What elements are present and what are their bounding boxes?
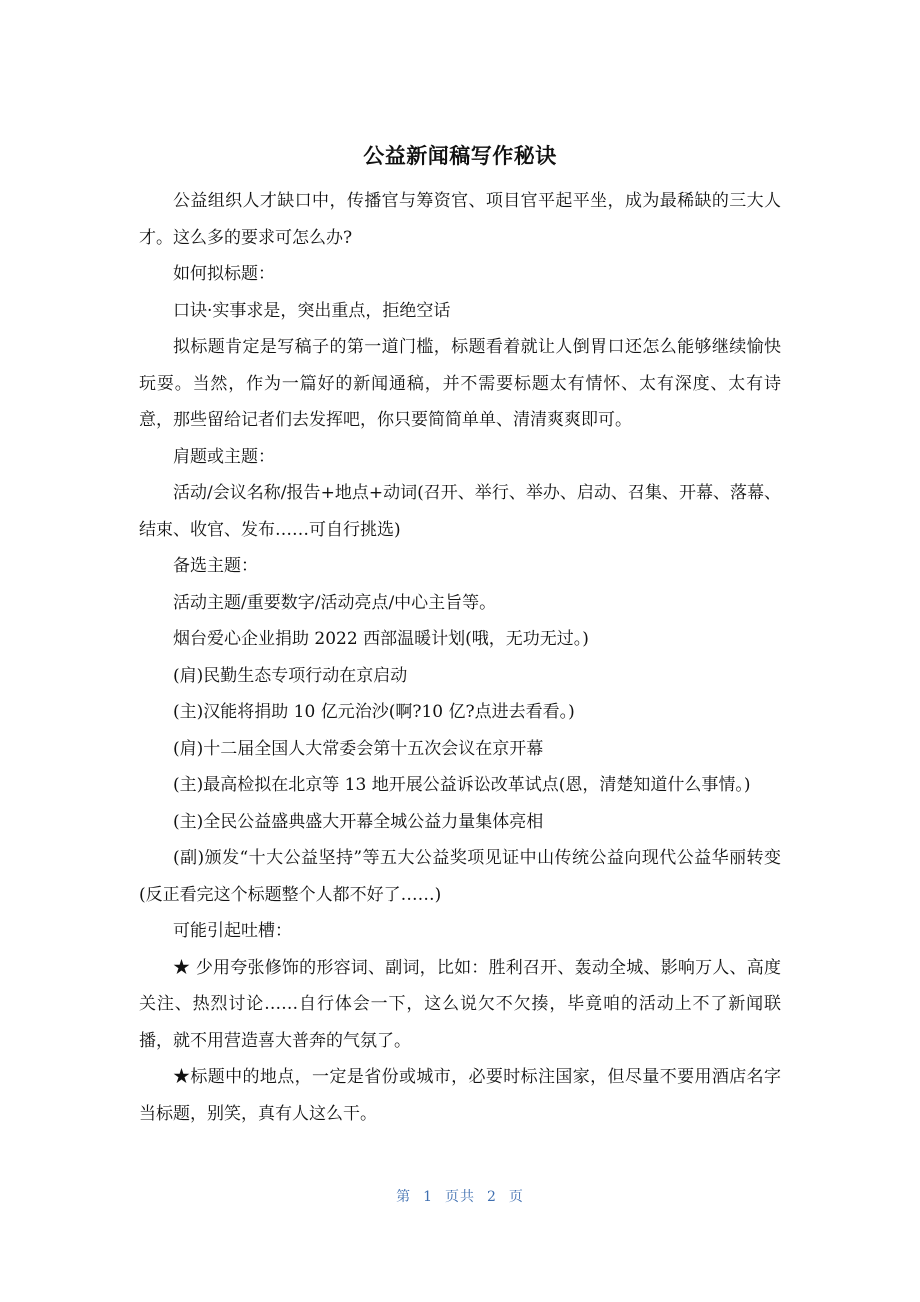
paragraph: 可能引起吐槽： — [173, 921, 292, 941]
footer-suffix: 页 — [508, 1189, 524, 1205]
document-body — [139, 183, 781, 1132]
current-page-number: 1 — [423, 1189, 433, 1205]
page-number-footer — [0, 1187, 920, 1207]
paragraph: (主)汉能将捐助 10 亿元治沙(啊?10 亿?点进去看看。) — [173, 702, 575, 722]
paragraph: ★标题中的地点，一定是省份或城市，必要时标注国家，但尽量不要用酒店名字当标题，别笑，真有人这么干。 — [139, 1067, 781, 1124]
paragraph: 活动主题/重要数字/活动亮点/中心主旨等。 — [173, 592, 497, 613]
paragraph: 备选主题： — [173, 556, 258, 576]
paragraph: 口诀·实事求是，突出重点，拒绝空话 — [173, 300, 451, 321]
paragraph: 肩题或主题： — [173, 446, 275, 467]
paragraph: 烟台爱心企业捐助 2022 西部温暖计划(哦，无功无过。) — [173, 629, 589, 649]
paragraph: (主)全民公益盛典盛大开幕全城公益力量集体亮相 — [173, 811, 544, 832]
footer-prefix: 第 — [396, 1189, 412, 1205]
paragraph: ★ 少用夸张修饰的形容词、副词，比如：胜利召开、轰动全城、影响万人、高度关注、热烈讨论……自行体会一下，这么说欠不欠揍，毕竟咱的活动上不了新闻联播，就不用营造喜大普奔的气氛了。 — [139, 957, 781, 1051]
paragraph: 公益组织人才缺口中，传播官与筹资官、项目官平起平坐，成为最稀缺的三大人才。这么多的要求可怎么办? — [139, 191, 781, 248]
document-title: 公益新闻稿写作秘诀 — [363, 144, 557, 168]
paragraph: 活动/会议名称/报告+地点+动词(召开、举行、举办、启动、召集、开幕、落幕、结束、收官、发布……可自行挑选) — [139, 483, 781, 540]
paragraph: (主)最高检拟在北京等 13 地开展公益诉讼改革试点(恩，清楚知道什么事情。) — [173, 775, 751, 795]
total-pages-number: 2 — [487, 1189, 497, 1205]
paragraph: (肩)十二届全国人大常委会第十五次会议在京开幕 — [173, 738, 544, 759]
footer-middle: 页共 — [445, 1189, 475, 1205]
paragraph: (副)颁发“十大公益坚持”等五大公益奖项见证中山传统公益向现代公益华丽转变(反正看完这个标题整个人都不好了……) — [139, 848, 781, 905]
paragraph: 拟标题肯定是写稿子的第一道门槛，标题看着就让人倒胃口还怎么能够继续愉快玩耍。当然，作为一篇好的新闻通稿，并不需要标题太有情怀、太有深度、太有诗意，那些留给记者们去发挥吧，你只要简简单单、清清爽爽即可。 — [139, 337, 781, 430]
paragraph: (肩)民勤生态专项行动在京启动 — [173, 665, 408, 686]
paragraph: 如何拟标题： — [173, 264, 275, 284]
